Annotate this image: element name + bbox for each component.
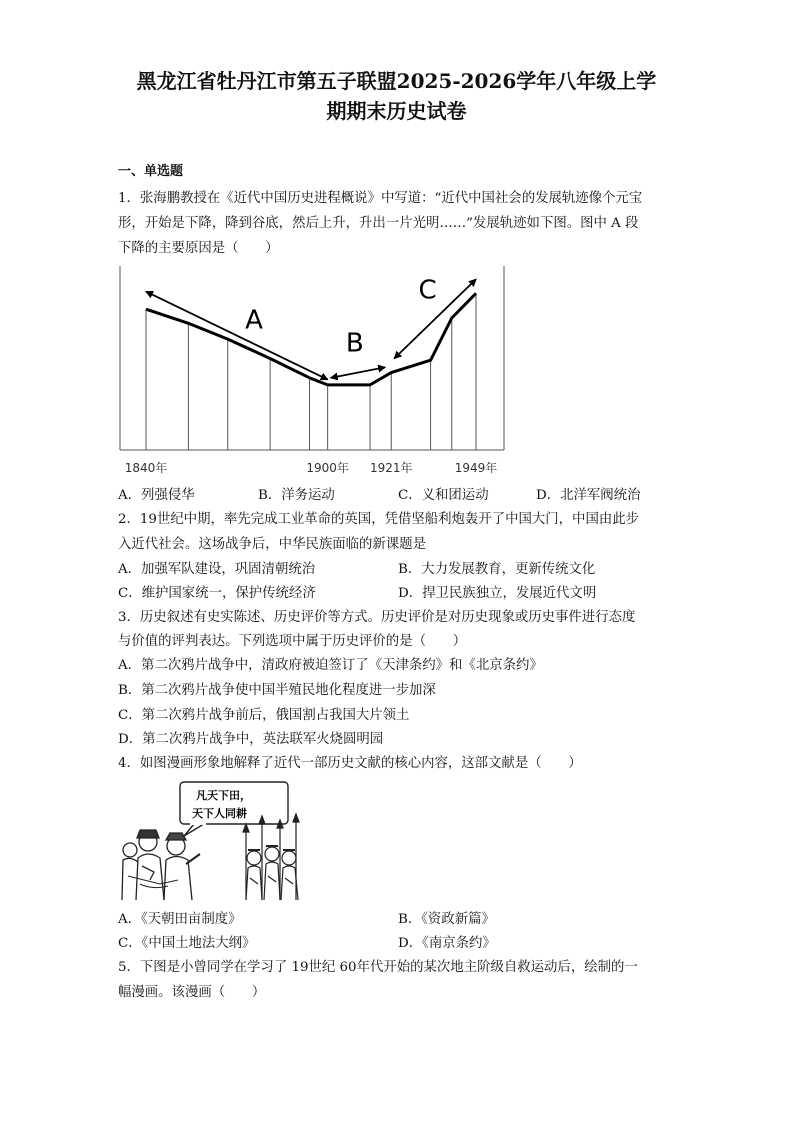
q2-stem-line-1: 2．19世纪中期，率先完成工业革命的英国，凭借坚船利炮轰开了中国大门，中国由此步 <box>118 512 640 527</box>
q3-option-b[interactable]: B．第二次鸦片战争使中国半殖民地化程度进一步加深 <box>118 683 436 698</box>
q2-option-b[interactable]: B．大力发展教育，更新传统文化 <box>398 562 596 577</box>
land-system-cartoon <box>120 780 306 904</box>
q4-stem: 4．如图漫画形象地解释了近代一部历史文献的核心内容，这部文献是（ ） <box>118 756 582 771</box>
q1-stem-line-1: 1．张海鹏教授在《近代中国历史进程概说》中写道：“近代中国社会的发展轨迹像个元宝 <box>118 191 643 206</box>
q2-option-c[interactable]: C．维护国家统一，保护传统经济 <box>118 586 316 601</box>
q1-option-a[interactable]: A．列强侵华 <box>118 488 195 503</box>
arrow-b <box>331 367 385 378</box>
x-tick-label-1840: 1840年 <box>124 461 168 475</box>
q1-option-d[interactable]: D．北洋军阀统治 <box>536 488 641 503</box>
q1-stem-line-3: 下降的主要原因是（ ） <box>118 241 279 256</box>
q2-option-a[interactable]: A．加强军队建设，巩固清朝统治 <box>118 562 316 577</box>
q1-option-c[interactable]: C．义和团运动 <box>398 488 489 503</box>
q4-option-d[interactable]: D．《南京条约》 <box>398 936 496 951</box>
arrow-a <box>146 292 328 380</box>
x-tick-label-1949: 1949年 <box>454 461 498 475</box>
q3-option-c[interactable]: C．第二次鸦片战争前后，俄国割占我国大片领土 <box>118 708 410 723</box>
q1-option-b[interactable]: B．洋务运动 <box>258 488 335 503</box>
q3-stem-line-2: 与价值的评判表达。下列选项中属于历史评价的是（ ） <box>118 634 467 649</box>
cartoon-bubble-line-2: 天下人同耕 <box>192 807 247 820</box>
history-trajectory-chart <box>116 266 508 480</box>
exam-title-line-2: 期期末历史试卷 <box>326 99 467 123</box>
q4-option-b[interactable]: B．《资政新篇》 <box>398 912 495 927</box>
segment-label-b: B <box>345 328 364 359</box>
q4-option-c[interactable]: C．《中国土地法大纲》 <box>118 936 256 951</box>
x-tick-labels <box>125 460 498 475</box>
segment-label-c: C <box>418 275 437 306</box>
q5-stem-line-1: 5．下图是小曾同学在学习了 19世纪 60年代开始的某次地主阶级自救运动后，绘制的一 <box>118 960 638 975</box>
chart-vertical-grid <box>120 266 504 450</box>
x-tick-label-1900: 1900年 <box>306 461 349 475</box>
q5-stem-line-2: 幅漫画。该漫画（ ） <box>118 985 266 1000</box>
segment-label-a: A <box>245 305 263 336</box>
q4-option-a[interactable]: A．《天朝田亩制度》 <box>118 912 242 927</box>
exam-title-line-1: 黑龙江省牡丹江市第五子联盟2025-2026学年八年级上学 <box>136 69 657 93</box>
q3-stem-line-1: 3．历史叙述有史实陈述、历史评价等方式。历史评价是对历史现象或历史事件进行态度 <box>118 610 636 625</box>
q2-stem-line-2: 入近代社会。这场战争后，中华民族面临的新课题是 <box>118 537 426 552</box>
q3-option-d[interactable]: D．第二次鸦片战争中，英法联军火烧圆明园 <box>118 732 384 747</box>
q2-option-d[interactable]: D．捍卫民族独立，发展近代文明 <box>398 586 597 601</box>
section-heading: 一、单选题 <box>118 164 184 179</box>
q3-option-a[interactable]: A．第二次鸦片战争中，清政府被迫签订了《天津条约》和《北京条约》 <box>118 658 543 673</box>
q1-stem-line-2: 形，开始是下降，降到谷底，然后上升，升出一片光明……”发展轨迹如下图。图中 A 段 <box>118 216 639 231</box>
x-tick-label-1921: 1921年 <box>369 461 413 475</box>
cartoon-bubble-line-1: 凡天下田， <box>196 789 251 802</box>
